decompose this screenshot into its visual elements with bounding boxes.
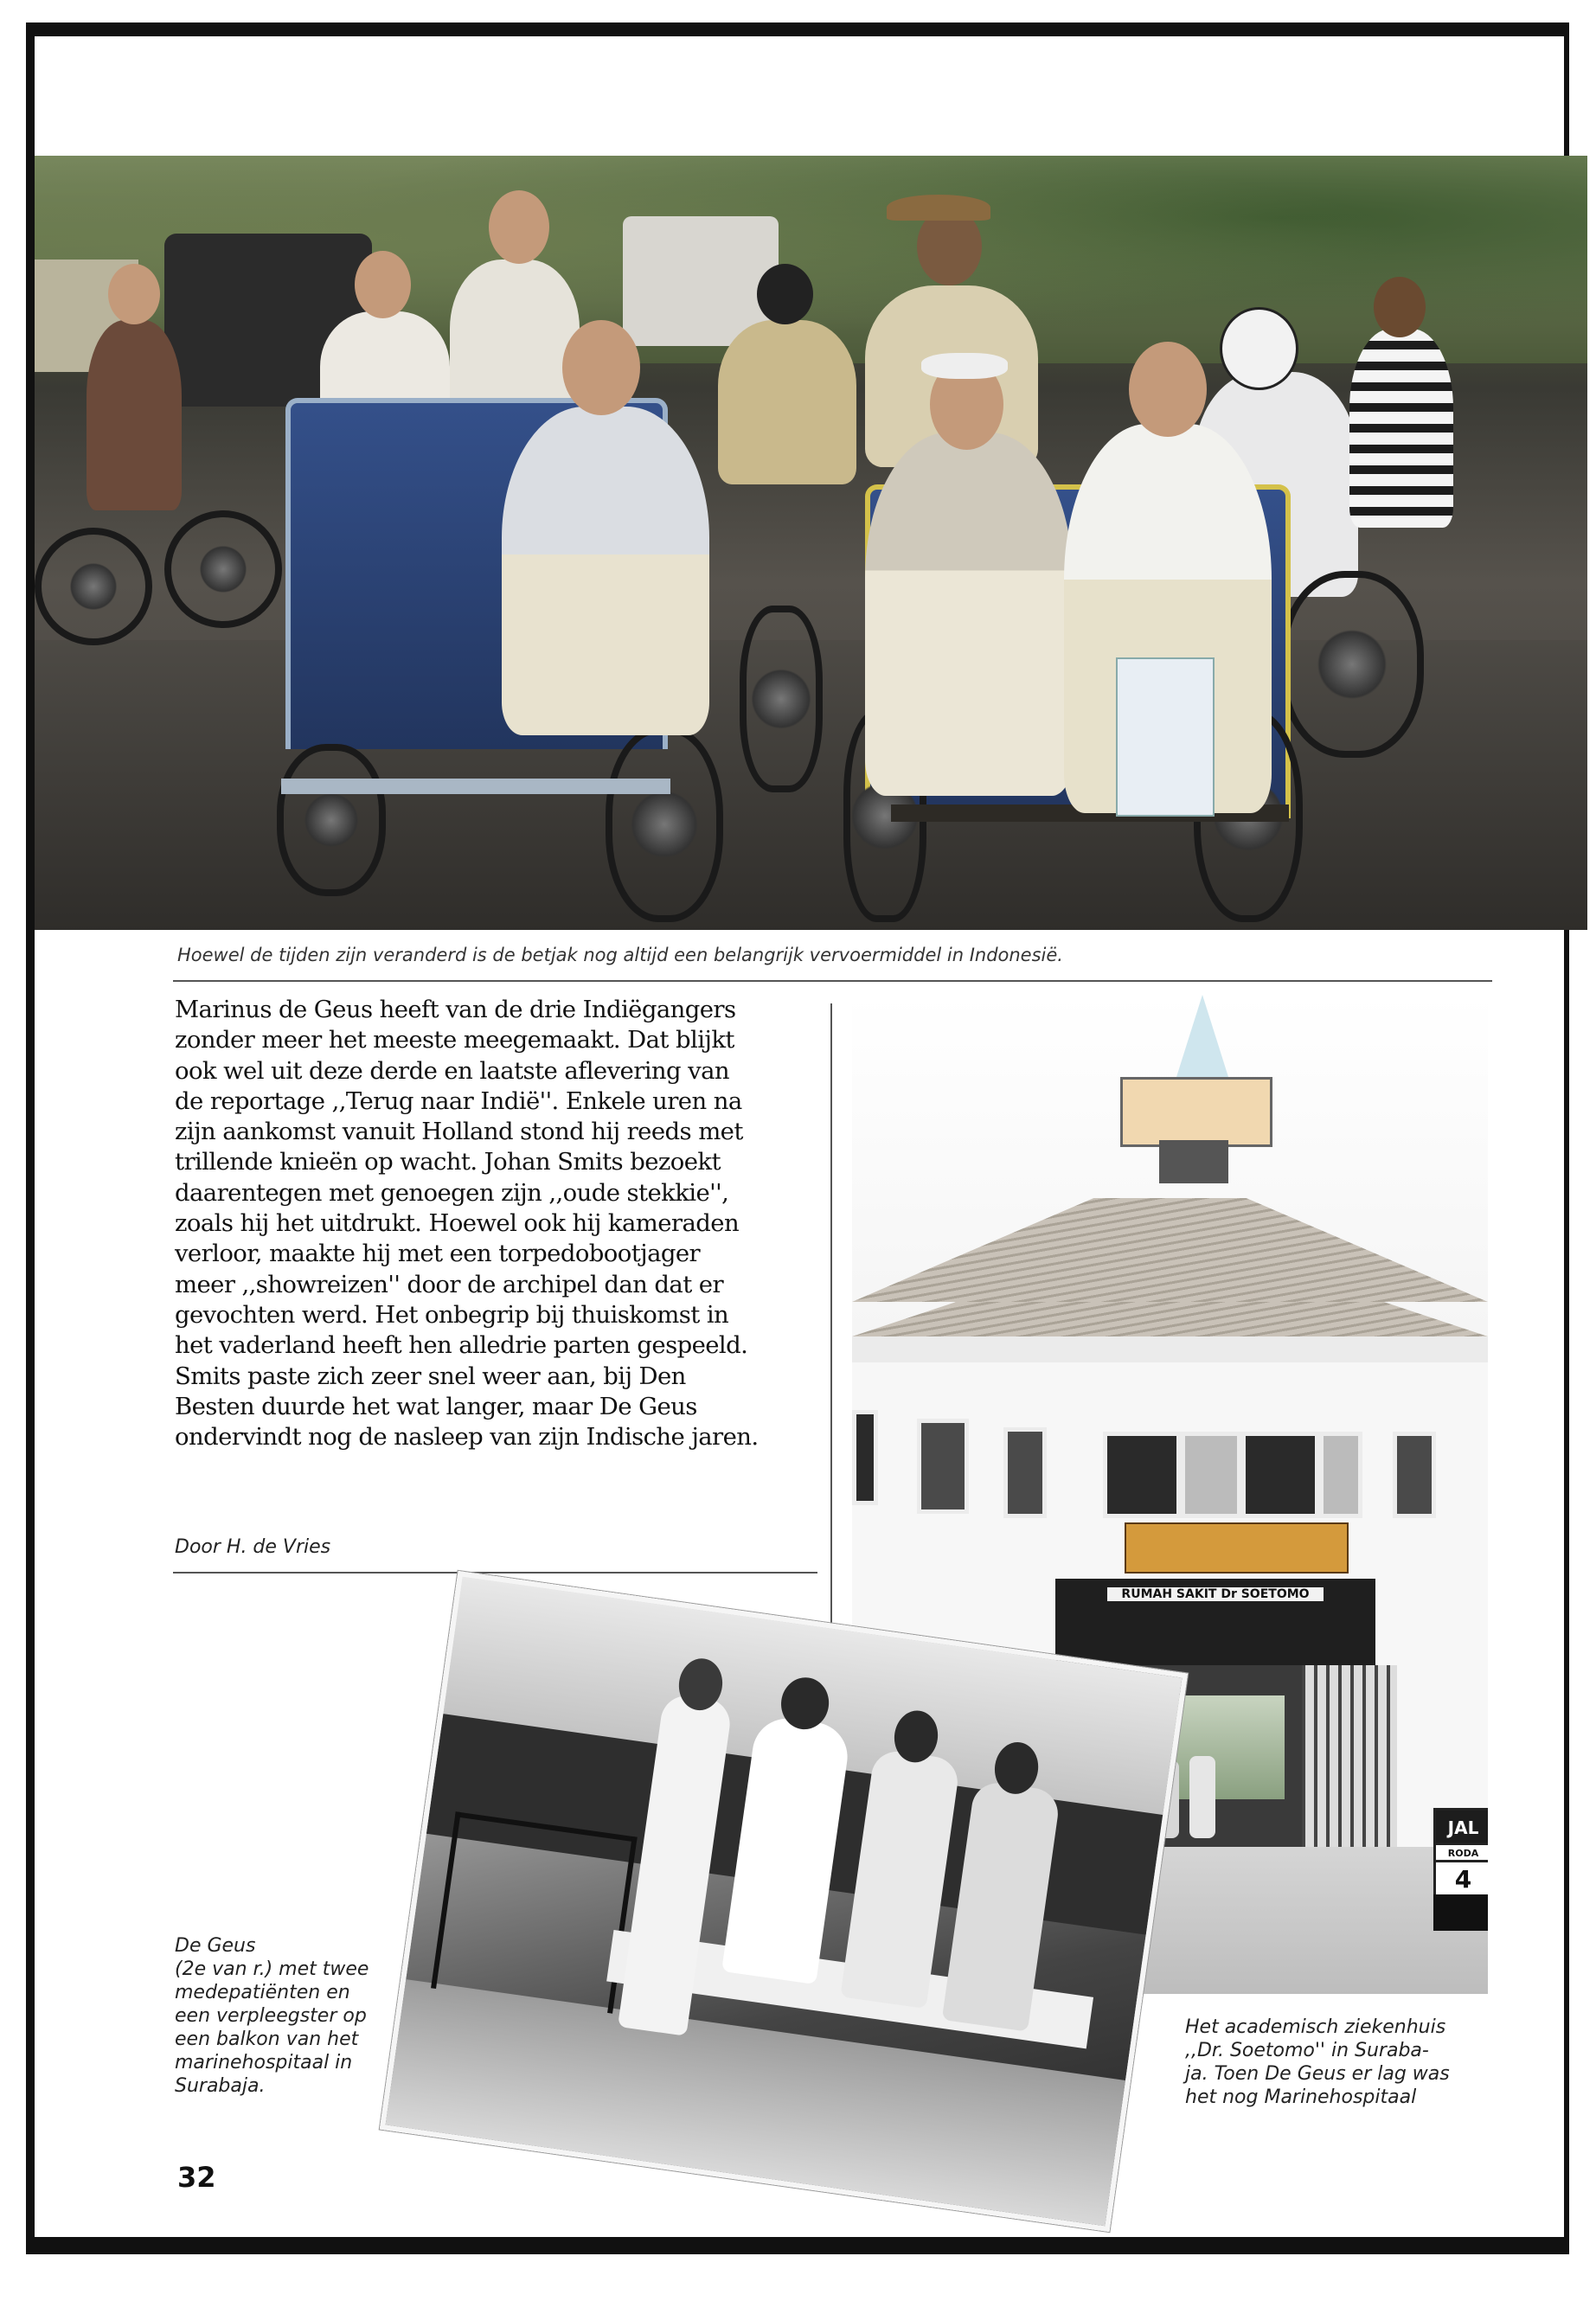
caption-line: (2e van r.) met twee [175,1958,369,1980]
window [1393,1432,1436,1518]
passenger-left [502,407,709,735]
window [852,1410,878,1505]
head [562,320,640,415]
caption-line: een balkon van het [175,2029,359,2050]
caption-line: het nog Marinehospitaal [1185,2086,1417,2108]
byline: Door H. de Vries [175,1536,331,1558]
caption-top: Hoewel de tijden zijn veranderd is de betjak nog altijd een belangrijk vervoermiddel in Indonesië. [177,945,1063,965]
head [355,251,411,318]
roof-upper [852,1198,1488,1302]
article-line: daarentegen met genoegen zijn ,,oude stekkie'', [175,1178,729,1207]
vintage-balcony-photo [380,1571,1188,2232]
becak-wheel [606,727,723,922]
street-sign-number: 4 [1433,1860,1488,1900]
street-becak-photo [35,156,1587,930]
head [1374,277,1426,337]
motorcyclist [718,320,856,484]
caption-old-photo [175,1934,426,2098]
bicycle-wheel [164,510,282,628]
plastic-bag [1116,657,1215,817]
head [489,190,549,264]
window [1103,1432,1181,1518]
window [1241,1432,1319,1518]
caption-line: Het academisch ziekenhuis [1185,2016,1446,2038]
window [1319,1432,1362,1518]
motorcycle-wheel [740,606,823,792]
tower-cupola [1120,1077,1272,1147]
passenger-middle [865,433,1073,796]
caption-line: ,,Dr. Soetomo'' in Suraba- [1185,2040,1429,2061]
article-line: zonder meer het meeste meegemaakt. Dat blijkt [175,1026,734,1054]
motorcycle-wheel [1280,571,1424,758]
gate [1302,1665,1397,1847]
person [1189,1756,1215,1838]
bed-frame [431,1811,638,2014]
helmet [1220,307,1298,390]
caption-line: Surabaja. [175,2075,266,2097]
entrance-sign [1055,1579,1375,1665]
becak-footrest [281,779,670,794]
hospital-name-sign: RUMAH SAKIT Dr SOETOMO [1107,1587,1324,1601]
article-body [175,995,819,1452]
article-line: Smits paste zich zeer snel weer aan, bij Den [175,1362,686,1390]
head [108,264,160,324]
page-number: 32 [177,2161,216,2194]
article-line: het vaderland heeft hen alledrie parten gespeeld. [175,1331,748,1360]
article-line: verloor, maakte hij met een torpedobootjager [175,1240,701,1268]
window [917,1419,969,1514]
bicycle-wheel [35,528,152,645]
eave [852,1336,1488,1362]
caption-line: medepatiënten en [175,1982,350,2003]
caption-line: een verpleegster op [175,2005,367,2027]
caption-hospital-photo [1185,2016,1497,2109]
article-line: ook wel uit deze derde en laatste aflevering van [175,1056,730,1085]
tower-spire [1176,995,1228,1077]
street-sign-label: RODA [1433,1843,1488,1865]
divider-top [173,980,1492,982]
boy-striped-shirt [1349,329,1453,528]
cyclist [87,320,182,510]
article-line: zoals hij het uitdrukt. Hoewel ook hij kameraden [175,1209,740,1238]
cap [921,353,1008,379]
caption-line: ja. Toen De Geus er lag was [1185,2063,1450,2085]
becak-wheel [277,744,386,896]
article-line: gevochten werd. Het onbegrip bij thuiskomst in [175,1300,729,1329]
street-sign-top: JAL [1433,1808,1488,1848]
sign-plaque [1125,1522,1349,1574]
window [1003,1427,1047,1518]
window [1181,1432,1241,1518]
article-line: ondervindt nog de nasleep van zijn Indische jaren. [175,1423,759,1452]
article-line: de reportage ,,Terug naar Indië''. Enkele uren na [175,1086,742,1115]
caption-line: marinehospitaal in [175,2052,353,2073]
helmet [757,264,813,324]
column-divider [830,1003,832,1626]
article-line: zijn aankomst vanuit Holland stond hij reeds met [175,1118,743,1146]
divider-byline [173,1572,817,1574]
head [1129,342,1207,437]
article-line: Marinus de Geus heeft van de drie Indiëgangers [175,996,736,1023]
street-sign-arrow [1433,1894,1488,1931]
hat [887,195,990,221]
article-line: trillende knieën op wacht. Johan Smits bezoekt [175,1148,721,1176]
article-line: meer ,,showreizen'' door de archipel dan dat er [175,1270,724,1298]
caption-line: De Geus [175,1935,256,1957]
tower-base [1159,1140,1228,1183]
article-line: Besten duurde het wat langer, maar De Geus [175,1392,697,1420]
